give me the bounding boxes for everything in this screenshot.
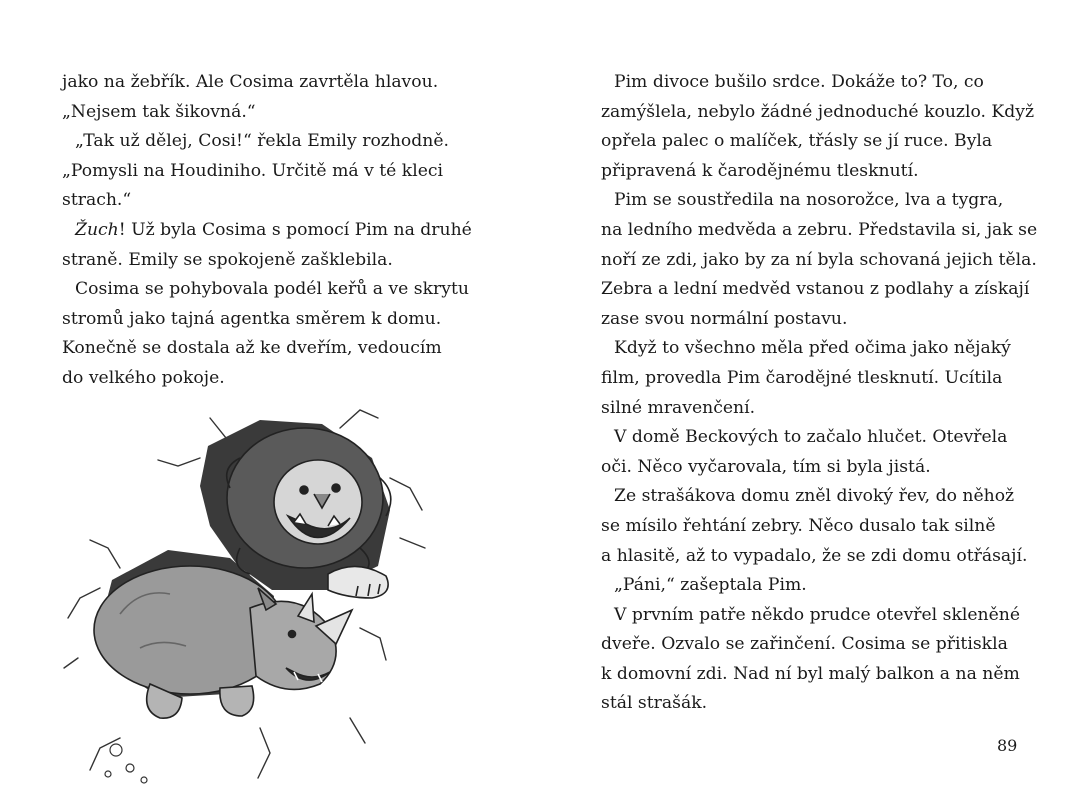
text-line: V prvním patře někdo prudce otevřel skleněné — [614, 604, 1021, 625]
text-line: silné mravenčení. — [601, 397, 756, 418]
rubble — [105, 744, 147, 783]
text-line: Cosima se pohybovala podél keřů a ve skrytu — [75, 279, 469, 300]
text-line: Pim se soustředila na nosorožce, lva a tygra, — [614, 190, 1004, 211]
text-line: stromů jako tajná agentka směrem k domu. — [62, 308, 442, 329]
text-line: „Pomysli na Houdiniho. Určitě má v té kleci — [62, 160, 443, 181]
text-line: stál strašák. — [601, 693, 708, 714]
text-line: Ze strašákova domu zněl divoký řev, do něhož — [614, 486, 1015, 507]
text-line: „Nejsem tak šikovná.“ — [62, 101, 256, 122]
text-line: a hlasitě, až to vypadalo, že se zdi domu otřásají. — [601, 545, 1028, 566]
text-line: „Páni,“ zašeptala Pim. — [614, 575, 807, 596]
text-line: Když to všechno měla před očima jako nějaký — [614, 338, 1011, 359]
text-line: V domě Beckových to začalo hlučet. Otevřela — [614, 427, 1008, 448]
left-text-column — [62, 68, 482, 394]
text-line: strach.“ — [62, 190, 132, 211]
text-line: opřela palec o malíček, třásly se jí ruce. Byla — [601, 131, 993, 152]
text-line-rest: ! Už byla Cosima s pomocí Pim na druhé — [118, 219, 472, 240]
text-line: Konečně se dostala až ke dveřím, vedoucím — [62, 338, 442, 359]
text-line: film, provedla Pim čarodějné tlesknutí. Ucítila — [601, 367, 1003, 388]
text-line: straně. Emily se spokojeně zašklebila. — [62, 249, 393, 270]
text-line: do velkého pokoje. — [62, 367, 225, 388]
text-line: noří ze zdi, jako by za ní byla schovaná jejich těla. — [601, 249, 1037, 270]
right-text-column — [601, 68, 1041, 719]
lion-rhino-wall-illustration — [60, 398, 440, 798]
text-line: dveře. Ozvalo se zařinčení. Cosima se přitiskla — [601, 634, 1008, 655]
text-line: připravená k čarodějnému tlesknutí. — [601, 160, 919, 181]
text-line: se mísilo řehtání zebry. Něco dusalo tak silně — [601, 515, 996, 536]
italic-word: Žuch — [75, 219, 119, 240]
text-line: Pim divoce bušilo srdce. Dokáže to? To, co — [614, 72, 984, 92]
text-line — [62, 216, 482, 246]
text-line: na ledního medvěda a zebru. Představila si, jak se — [601, 219, 1038, 240]
text-line: oči. Něco vyčarovala, tím si byla jistá. — [601, 456, 931, 477]
text-line: jako na žebřík. Ale Cosima zavrtěla hlavou. — [62, 72, 439, 92]
text-line: zase svou normální postavu. — [601, 308, 848, 329]
text-line: zamýšlela, nebylo žádné jednoduché kouzlo. Když — [601, 101, 1035, 122]
page-number: 89 — [997, 736, 1018, 755]
text-line: „Tak už dělej, Cosi!“ řekla Emily rozhodně. — [75, 131, 449, 152]
text-line: k domovní zdi. Nad ní byl malý balkon a na něm — [601, 663, 1020, 684]
text-line: Zebra a lední medvěd vstanou z podlahy a získají — [601, 279, 1030, 300]
